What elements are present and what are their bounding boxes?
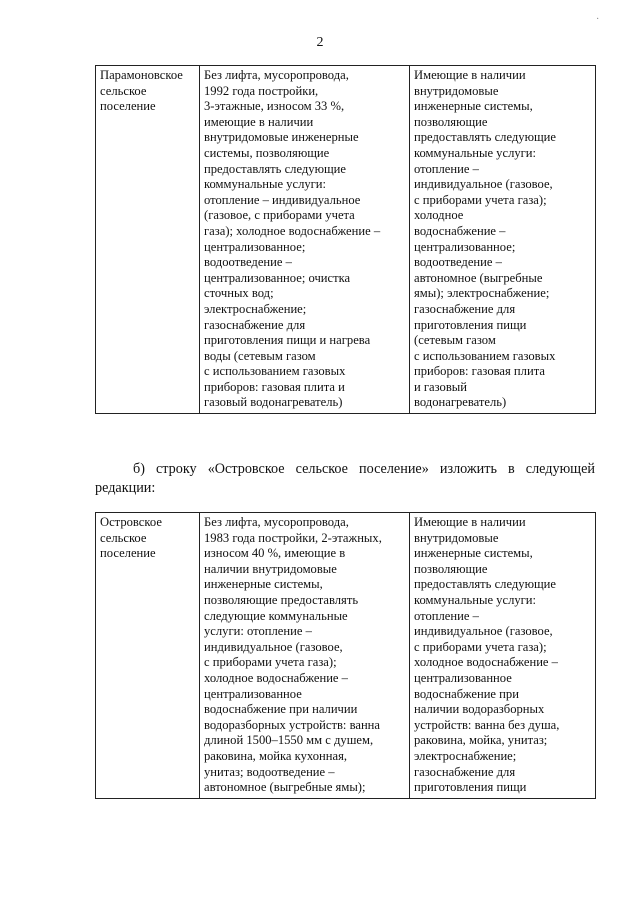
utilities-cell: Имеющие в наличии внутридомовые инженерные системы, позволяющие предоставлять следующие коммунальные услуги: отопление – индивидуальное (газовое, с приборами учета газа); холодное водоснабжение – централизованное водоснабжение при наличии водоразборных устройств: ванна без душа, раковина, мойка, унитаз; электроснабжение; газоснабжение для приготовления пищи [410,513,596,799]
scan-mark: · [596,14,600,25]
housing-table-paramonovskoe [95,65,596,414]
table-row [96,66,596,414]
building-description-cell: Без лифта, мусоропровода, 1983 года постройки, 2-этажных, износом 40 %, имеющие в наличии внутридомовые инженерные системы, позволяющие предоставлять следующие коммунальные услуги: отопление – индивидуальное (газовое, с приборами учета газа); холодное водоснабжение – централизованное водоснабжение при наличии водоразборных устройств: ванна длиной 1500–1550 мм с душем, раковина, мойка кухонная, унитаз; водоотведение – автономное (выгребные ямы); [200,513,410,799]
amendment-paragraph: б) строку «Островское сельское поселение» изложить в следующей редакции: [95,461,595,496]
building-description-cell: Без лифта, мусоропровода, 1992 года постройки, 3-этажные, износом 33 %, имеющие в наличии внутридомовые инженерные системы, позволяющие предоставлять следующие коммунальные услуги: отопление – индивидуальное (газовое, с приборами учета газа); холодное водоснабжение – централизованное; водоотведение – централизованное; очистка сточных вод; электроснабжение; газоснабжение для приготовления пищи и нагрева воды (сетевым газом с использованием газовых приборов: газовая плита и газовый водонагреватель) [200,66,410,414]
table-row [96,513,596,799]
housing-table-ostrovskoe [95,512,596,799]
settlement-cell: Парамоновское сельское поселение [96,66,200,414]
page-number: 2 [316,35,324,50]
settlement-cell: Островское сельское поселение [96,513,200,799]
utilities-cell: Имеющие в наличии внутридомовые инженерные системы, позволяющие предоставлять следующие коммунальные услуги: отопление – индивидуальное (газовое, с приборами учета газа); холодное водоснабжение – централизованное; водоотведение – автономное (выгребные ямы); электроснабжение; газоснабжение для приготовления пищи (сетевым газом с использованием газовых приборов: газовая плита и газовый водонагреватель) [410,66,596,414]
